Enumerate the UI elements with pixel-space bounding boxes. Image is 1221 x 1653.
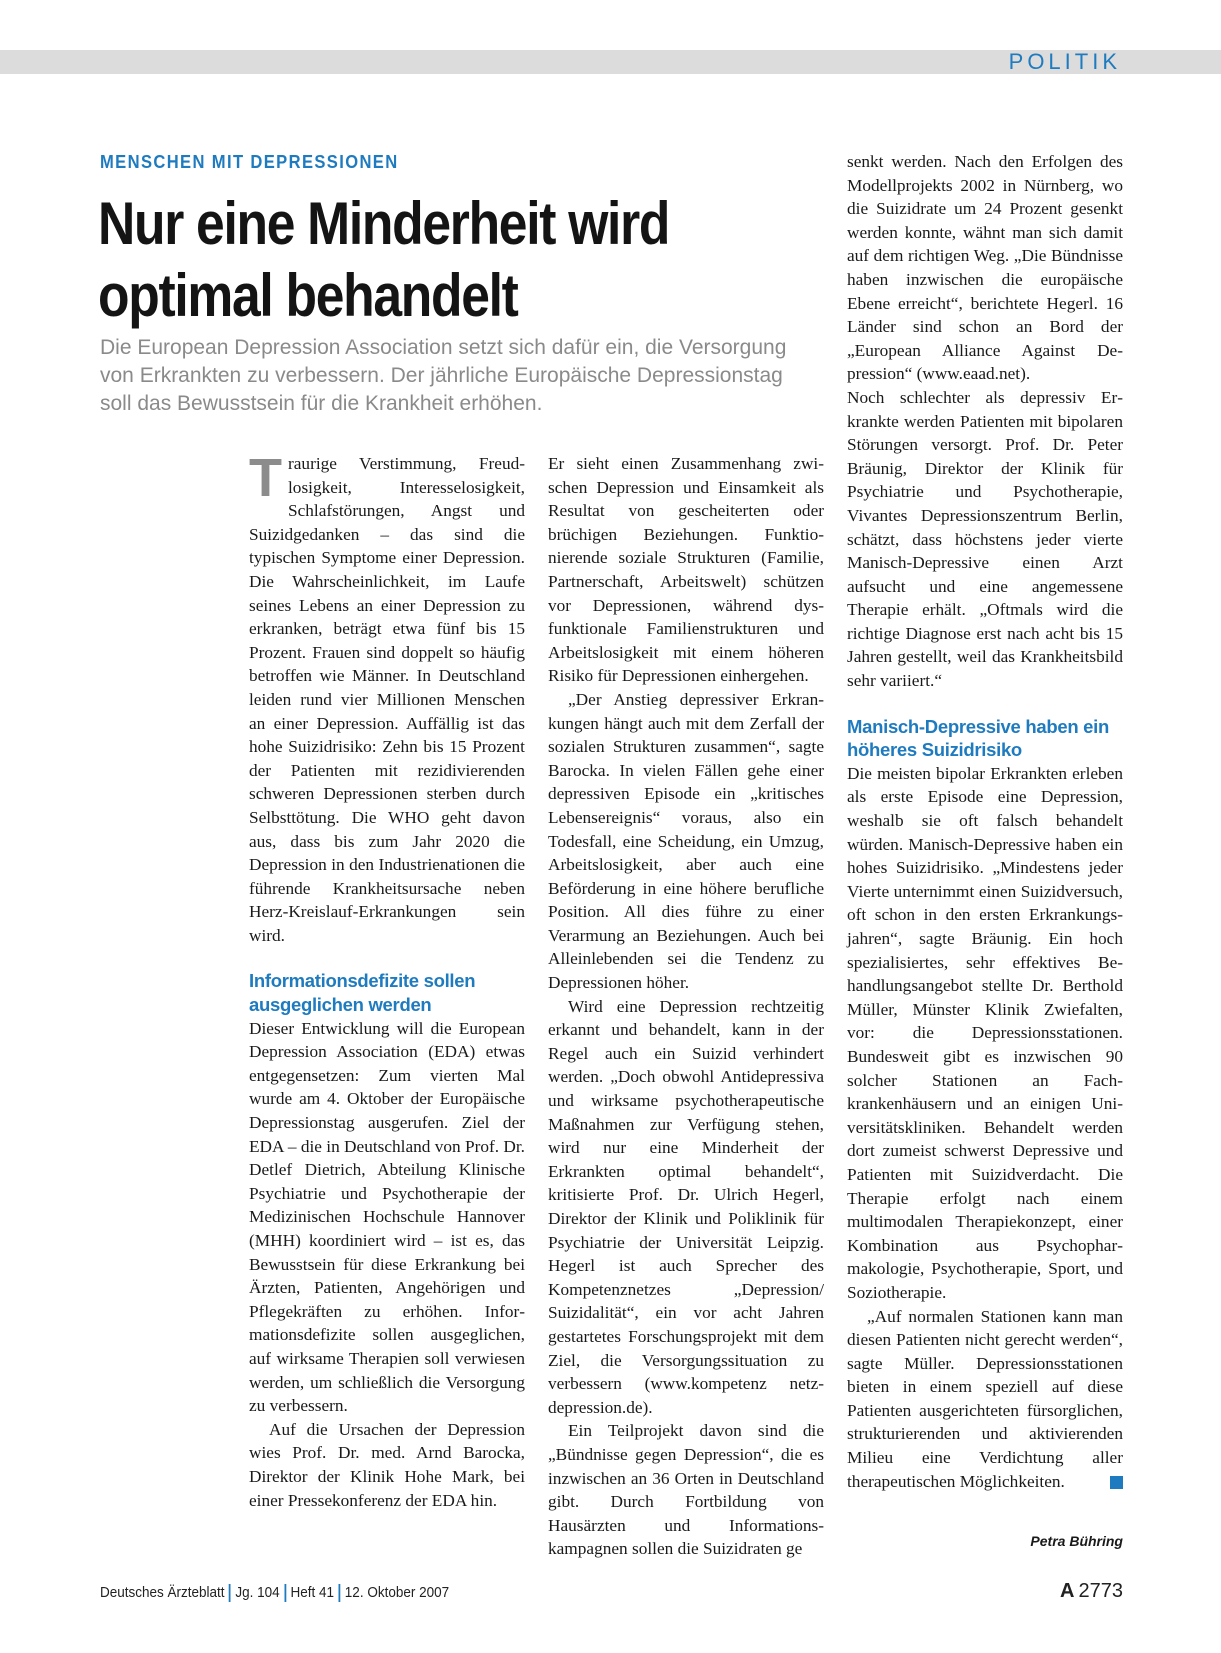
paragraph-text: „Auf normalen Stationen kann man diesen Patienten nicht gerecht werden“, sagte Müller. Depressionsstationen bieten in einem speziell auf diese Patienten ausgerichteten fürsorglichen, strukturierenden und aktivierenden Milieu eine Verdichtung aller therapeutischen Möglichkeiten. [847,1306,1123,1491]
subheading: Informationsdefizite sollen ausgeglichen werden [249,970,476,1016]
separator [229,1584,231,1602]
paragraph: Er sieht einen Zusammenhang zwischen Depression und Einsamkeit als Resultat von gescheiterten oder brüchigen Beziehungen. Funktionierende soziale Strukturen (Familie, Partnerschaft, Arbeitswelt) schützen vor Depressionen, während dysfunktionale Familienstrukturen und Arbeitslosigkeit mit einem höheren Risiko für Depressionen einhergehen. [548,454,824,686]
volume: Jg. 104 [235,1584,280,1601]
subheading: Manisch-Depressive haben ein höheres Suizidrisiko [847,715,1110,761]
paragraph: Wird eine Depression rechtzeitig erkannt und behandelt, kann in der Regel auch ein Suizid verhindert werden. „Doch obwohl Antidepressiva und wirksame psychotherapeutische Maßnahmen zur Verfügung stehen, wird nur eine Minderheit der Erkrankten optimal behandelt“, kritisierte Prof. Dr. Ulrich Hegerl, Direktor der Klinik und Poliklinik für Psychiatrie der Universität Leipzig. Hegerl ist auch Sprecher des Kompetenznetzes „Depression/ Suizidalität“, ein vor acht Jahren gestartetes Forschungsprojekt mit dem Ziel, die Versorgungssituation zu verbessern (www.kompetenz netz-depression.de). [548,996,824,1417]
section-label: POLITIK [1008,49,1121,74]
end-mark-icon [1110,1476,1123,1489]
issue-date: 12. Oktober 2007 [344,1584,450,1601]
headline-line-1: Nur eine Minderheit wird [98,190,670,257]
separator [284,1584,286,1602]
paragraph: senkt werden. Nach den Erfolgen des Modellprojekts 2002 in Nürnberg, wo die Suizidrate um 24 Prozent gesenkt werden konnte, wähnt man sich damit auf dem richtigen Weg. „Die Bündnisse haben inzwischen die europäische Ebene erreicht“, berichtete Hegerl. 16 Länder sind schon an Bord der „European Alliance Against Depression“ (www.eaad.net). [847,152,1123,384]
paragraph: Noch schlechter als depressiv Erkrankte werden Patienten mit bipolaren Störungen versorgt. Prof. Dr. Peter Bräunig, Direktor der Klinik für Psychiatrie und Psychotherapie, Vivantes Depressionszentrum Berlin, schätzt, dass höchstens jeder vierte Manisch-Depressive einen Arzt aufsucht und eine angemessene Therapie erhält. „Oftmals wird die richtige Diagnose erst nach acht bis 15 Jahren gestellt, weil das Krankheitsbild sehr variiert.“ [847,387,1123,691]
paragraph: „Der Anstieg depressiver Erkrankungen hängt auch mit dem Zerfall der sozialen Strukturen zusammen“, sagte Barocka. In vielen Fällen gehe einer depressiven Episode ein „kritisches Lebensereignis“ voraus, also ein Todesfall, eine Scheidung, ein Umzug, Arbeitslosigkeit, aber auch eine Beförderung in eine höhere berufliche Position. All dies führe zu einer Verarmung an Beziehungen. Auch bei Alleinlebenden sei die Tendenz zu Depressionen höher. [548,689,824,993]
paragraph: Auf die Ursachen der Depression wies Prof. Dr. med. Arnd Barocka, Direktor der Klinik Hohe Mark, bei einer Pressekonferenz der EDA hin. [249,1419,525,1510]
article-headline [98,188,717,332]
drop-cap: T [249,448,282,508]
paragraph: Ein Teilprojekt davon sind die „Bündnisse gegen Depression“, die es inzwischen an 36 Orten in Deutschland gibt. Durch Fortbildung von Hausärzten und Informationskampagnen sollen die Suizidraten ge [548,1421,824,1559]
page-number [1060,1580,1123,1603]
author-byline: Petra Bühring [1030,1533,1123,1549]
paragraph [249,448,525,947]
paragraph: Dieser Entwicklung will die European Depression Association (EDA) etwas entgegensetzen: Zum vierten Mal wurde am 4. Oktober der Europäische Depressionstag ausgerufen. Ziel der EDA – die in Deutschland von Prof. Dr. Detlef Dietrich, Abteilung Klinische Psychiatrie und Psychotherapie der Medizinischen Hochschule Hannover (MHH) koordiniert wird – ist es, das Bewusstsein für diese Erkrankung bei Ärzten, Patienten, Angehörigen und Pflegekräften zu erhöhen. Informationsdefizite sollen ausgeglichen, auf wirksame Therapien soll verwiesen werden, um schließlich die Versorgung zu verbessern. [249,1018,525,1416]
article-kicker: MENSCHEN MIT DEPRESSIONEN [100,152,399,172]
headline-line-2: optimal behandelt [98,262,518,329]
text-column-3 [847,150,1123,1493]
page-number-value: 2773 [1078,1580,1123,1602]
footer-citation [100,1584,449,1602]
text-column-2 [548,452,824,1561]
paragraph: Die meisten bipolar Erkrankten erleben als erste Episode eine Depression, weshalb sie oft falsch behandelt würden. Manisch-Depressive haben ein hohes Suizidrisiko. „Mindestens jeder Vierte unternimmt einen Suizidversuch, oft schon in den ersten Erkrankungsjahren“, sagte Bräunig. Ein hoch spezialisiertes, sehr effektives Behandlungsangebot stellte Dr. Berthold Müller, Münster Klinik Zwiefalten, vor: die Depressionsstationen. Bundesweit gibt es inzwischen 90 solcher Stationen an Fachkrankenhäusern und an einigen Universitätskliniken. Behandelt werden dort zumeist schwerst Depressive und Patienten mit Suizidverdacht. Die Therapie erfolgt nach einem multimodalen Therapiekonzept, einer Kombination aus Psychopharmakologie, Psychotherapie, Sport, und Soziotherapie. [847,763,1123,1302]
article-deck: Die European Depression Association setzt sich dafür ein, die Versorgung von Erkrankten zu verbessern. Der jährliche Europäische Depressionstag soll das Bewusstsein für die Krankheit erhöhen. [100,336,787,415]
paragraph-text: raurige Verstimmung, Freudlosigkeit, Interesselosigkeit, Schlafstörungen, Angst und Suizidgedanken – das sind die typischen Symptome einer Depression. Die Wahrscheinlichkeit, im Laufe seines Lebens an einer Depression zu erkranken, beträgt etwa fünf bis 15 Prozent. Frauen sind doppelt so häufig betroffen wie Männer. In Deutschland leiden rund vier Millionen Menschen an einer Depression. Auffällig ist das hohe Suizidrisiko: Zehn bis 15 Prozent der Patienten mit rezidivierenden schweren Depressionen sterben durch Selbsttötung. Die WHO geht davon aus, dass bis zum Jahr 2020 die Depression in den Industrienationen die führende Krankheitsursache neben Herz-Kreislauf-Erkrankungen sein wird. [249,454,525,945]
paragraph [847,1305,1123,1494]
separator [339,1584,341,1602]
journal-name: Deutsches Ärzteblatt [100,1584,225,1601]
issue: Heft 41 [290,1584,334,1601]
text-column-1 [249,448,525,1512]
page-prefix: A [1060,1580,1075,1602]
